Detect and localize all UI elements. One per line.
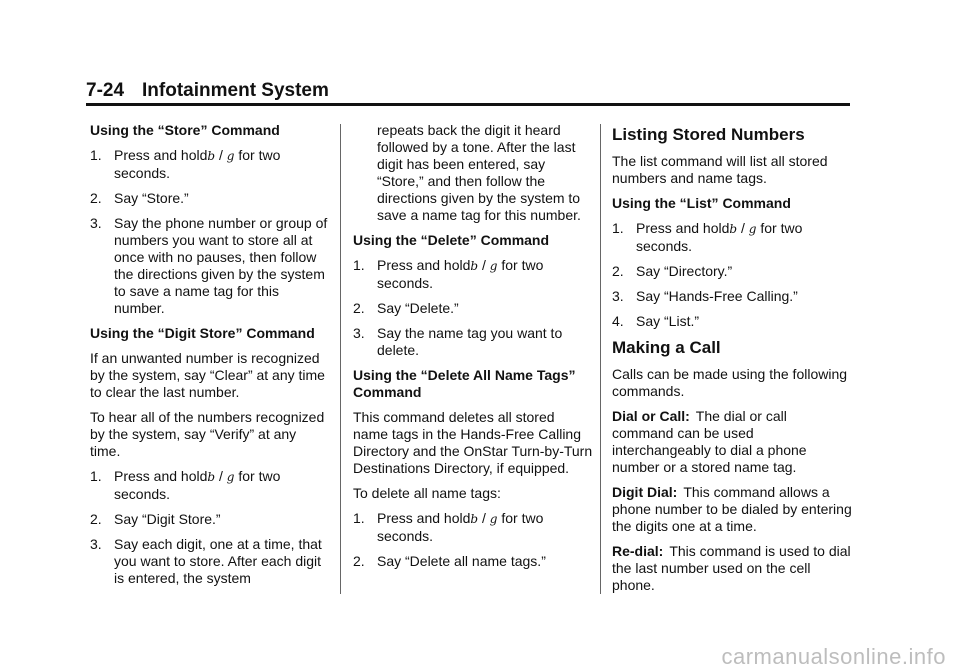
digit-store-heading: Using the “Digit Store” Command	[90, 325, 315, 341]
list-item: 1. Press and holdb / g for two seconds.	[90, 147, 281, 181]
paragraph: To delete all name tags:	[353, 485, 501, 501]
column-divider-right	[600, 124, 601, 594]
list-item: 1. Press and holdb / g for two seconds.	[353, 510, 544, 544]
list-item: 2. Say “Directory.”	[612, 263, 733, 279]
list-item: 4. Say “List.”	[612, 313, 700, 329]
phone-button-icon: b	[729, 222, 738, 236]
list-item: 3. Say each digit, one at a time, that you want to store. After each digit is entered, the system	[90, 536, 322, 586]
voice-button-icon: g	[489, 259, 498, 273]
list-command-heading: Using the “List” Command	[612, 195, 791, 211]
header-rule	[86, 103, 850, 106]
list-item: 2. Say “Delete all name tags.”	[353, 553, 546, 569]
voice-button-icon: g	[489, 512, 498, 526]
list-item: 3. Say the name tag you want to delete.	[353, 325, 563, 358]
column-2	[353, 122, 593, 578]
list-item: 3. Say “Hands-Free Calling.”	[612, 288, 798, 304]
voice-button-icon: g	[226, 149, 235, 163]
voice-button-icon: g	[226, 470, 235, 484]
voice-button-icon: g	[748, 222, 757, 236]
paragraph: This command deletes all stored name tags in the Hands-Free Calling Directory and the OnStar Turn-by-Turn Destinations Directory, if equipped.	[353, 409, 593, 476]
definition-item: Re-dial: This command is used to dial the last number used on the cell phone.	[612, 543, 851, 593]
paragraph: repeats back the digit it heard followed by a tone. After the last digit has been entered, say “Store,” and then follow the directions given by the system to save a name tag for this number.	[377, 122, 581, 223]
phone-button-icon: b	[207, 470, 216, 484]
column-1	[90, 122, 330, 595]
watermark: carmanualsonline.info	[721, 644, 946, 669]
list-item: 1. Press and holdb / g for two seconds.	[612, 220, 803, 254]
phone-button-icon: b	[470, 259, 479, 273]
delete-all-heading: Using the “Delete All Name Tags” Command	[353, 367, 576, 400]
page-header	[86, 80, 329, 102]
phone-button-icon: b	[470, 512, 479, 526]
paragraph: The list command will list all stored numbers and name tags.	[612, 153, 828, 186]
list-item: 2. Say “Store.”	[90, 190, 189, 206]
definition-item: Digit Dial: This command allows a phone number to be dialed by entering the digits one at a time.	[612, 484, 852, 534]
list-item: 1. Press and holdb / g for two seconds.	[353, 257, 544, 291]
column-divider-left	[340, 124, 341, 594]
making-a-call-heading: Making a Call	[612, 338, 721, 357]
column-3	[612, 122, 852, 602]
list-item: 3. Say the phone number or group of numbers you want to store all at once with no pauses, then follow the directions given by the system to save a name tag for this number.	[90, 215, 328, 316]
paragraph: To hear all of the numbers recognized by the system, say “Verify” at any time.	[90, 409, 325, 459]
definition-item: Dial or Call: The dial or call command can be used interchangeably to dial a phone number or a stored name tag.	[612, 408, 807, 475]
paragraph: If an unwanted number is recognized by the system, say “Clear” at any time to clear the last number.	[90, 350, 325, 400]
list-item: 2. Say “Delete.”	[353, 300, 459, 316]
page-number: 7-24	[86, 80, 125, 101]
list-item: 2. Say “Digit Store.”	[90, 511, 221, 527]
listing-stored-numbers-heading: Listing Stored Numbers	[612, 125, 805, 144]
delete-command-heading: Using the “Delete” Command	[353, 232, 550, 248]
section-title: Infotainment System	[142, 80, 329, 101]
list-item: 1. Press and holdb / g for two seconds.	[90, 468, 281, 502]
store-command-heading: Using the “Store” Command	[90, 122, 280, 138]
paragraph: Calls can be made using the following commands.	[612, 366, 848, 399]
phone-button-icon: b	[207, 149, 216, 163]
